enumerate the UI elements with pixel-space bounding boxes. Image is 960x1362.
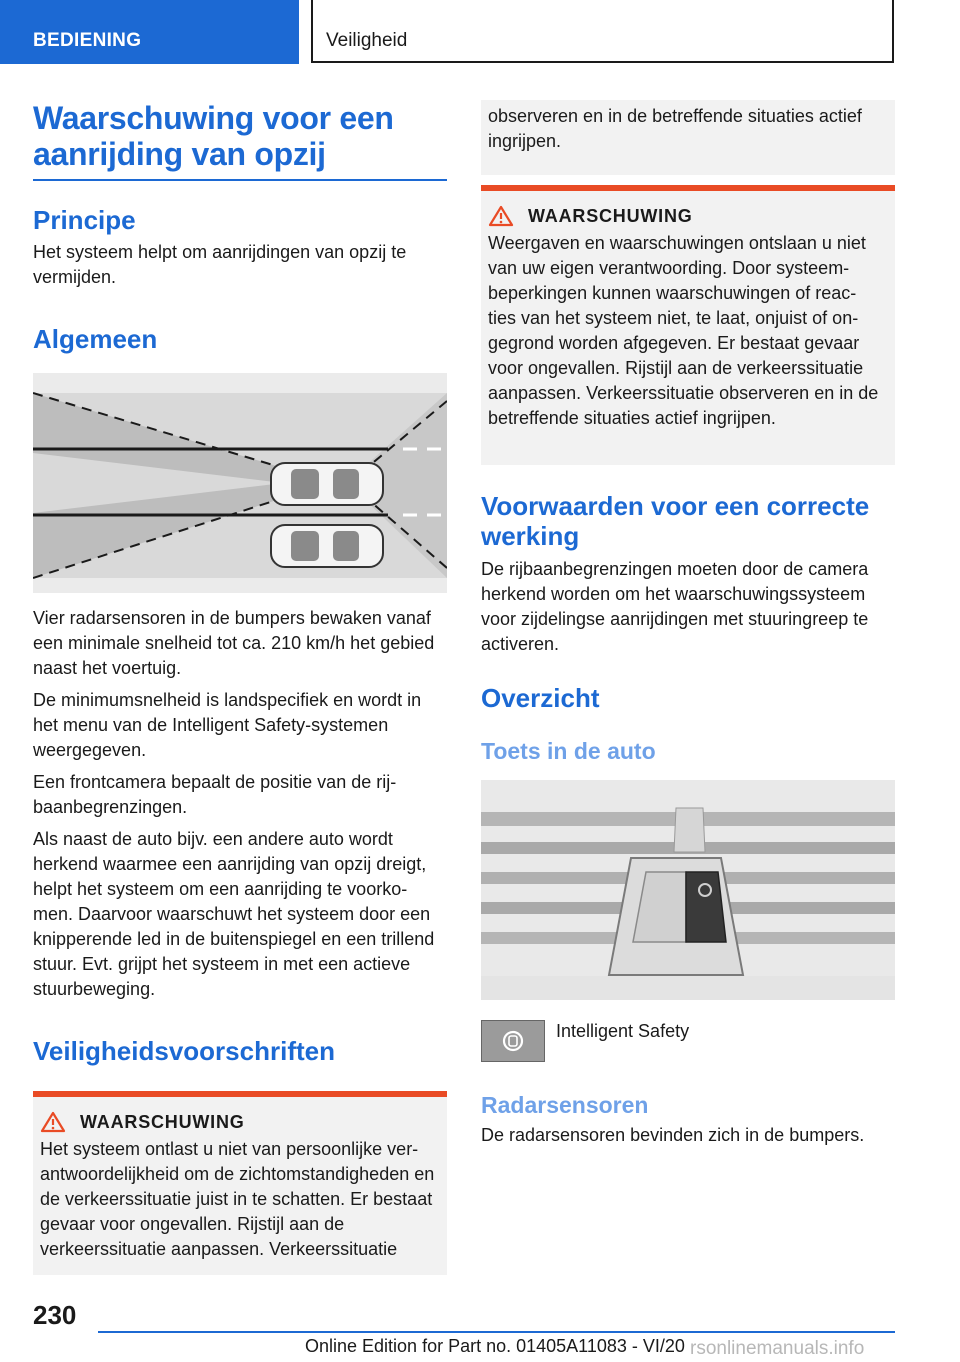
chapter-box [311,0,894,63]
radar-heading: Radarsensoren [481,1092,649,1118]
voorwaarden-text: De rijbaanbegrenzingen moeten door de camera herkend worden om het waarschuwingssysteem voor zijdelingse aanrijdingen met stuuringreep te activeren. [481,559,869,654]
lane-diagram [33,373,447,593]
warning-box-1 [33,1091,447,1275]
warning-triangle-icon [488,205,514,227]
button-photo [481,780,895,1000]
button-photo-graphic [481,780,895,1000]
warning-text-2: Weergaven en waarschuwingen ontslaan u niet van uw eigen verantwoording. Door systeem‐ beperkingen kunnen waarschuwingen of reac‐ ties van het systeem niet, te laat, onjuist of on‐ gegrond worden afgegeven. Er bestaat gevaar voor ongevallen. Rijstijl aan de verkeerssituatie aanpassen. Verkeerssituatie observeren en in de betreffende situaties actief ingrijpen. [488,233,879,428]
warning-label: WAARSCHUWING [528,205,693,226]
left-column [33,100,447,1275]
section-tab [0,0,299,64]
right-column [481,100,895,1148]
car-top [271,463,383,505]
watermark: rsonlinemanuals.info [690,1338,865,1359]
toets-heading: Toets in de auto [481,738,656,764]
warning-triangle-icon [40,1111,66,1133]
voorwaarden-heading: Voorwaarden voor een correcte werking [481,491,870,551]
warning-box-2 [481,185,895,465]
radar-text: De radarsensoren bevinden zich in de bumpers. [481,1125,865,1145]
intelligent-safety-button-icon [481,1020,545,1062]
intelligent-safety-label: Intelligent Safety [556,1021,690,1041]
overzicht-heading: Overzicht [481,683,600,713]
body-paragraph-2: De minimumsnelheid is landspecifiek en wordt in het menu van de Intelligent Safety-systemen weergegeven. [33,690,422,760]
warning-text-1: Het systeem ontlast u niet van persoonlijke ver‐ antwoordelijkheid om de zichtomstandigheden en de verkeerssituatie juist in te schatten. Er bestaat gevaar voor ongevallen. Rijstijl aan de verkeerssituatie aanpassen. Verkeerssituatie [40,1139,435,1259]
warning-text-1-continued: observeren en in de betreffende situaties actief ingrijpen. [488,106,862,151]
body-paragraph-3: Een frontcamera bepaalt de positie van de rij‐ baanbegrenzingen. [33,772,397,817]
lane-diagram-graphic [33,373,447,593]
intelligent-safety-row [481,1020,895,1062]
warning-label: WAARSCHUWING [80,1111,245,1132]
page-number: 230 [33,1300,77,1330]
section-label: BEDIENING [33,30,142,51]
veiligheid-heading: Veiligheidsvoorschriften [33,1036,335,1066]
page-title: Waarschuwing voor een aanrijding van opzij [33,100,394,172]
principe-text: Het systeem helpt om aanrijdingen van opzij te vermijden. [33,242,407,287]
edition-text: Online Edition for Part no. 01405A11083 - VI/20 [305,1336,685,1356]
chapter-label: Veiligheid [326,30,408,51]
title-rule [33,179,447,181]
principe-heading: Principe [33,205,136,235]
car-bottom [271,525,383,567]
warning-box-1-continued [481,100,895,175]
body-paragraph-4: Als naast de auto bijv. een andere auto wordt herkend waarmee een aanrijding van opzij dreigt, helpt het systeem om een aanrijding te voorko‐ men. Daarvoor waarschuwt het systeem door een knipperende led in de buitenspiegel en een trillend stuur. Evt. grijpt het systeem in met een actieve stuurbeweging. [33,829,435,999]
footer-rule [98,1331,895,1333]
body-paragraph-1: Vier radarsensoren in de bumpers bewaken vanaf een minimale snelheid tot ca. 210 km/h het gebied naast het voertuig. [33,608,435,678]
algemeen-heading: Algemeen [33,324,158,354]
